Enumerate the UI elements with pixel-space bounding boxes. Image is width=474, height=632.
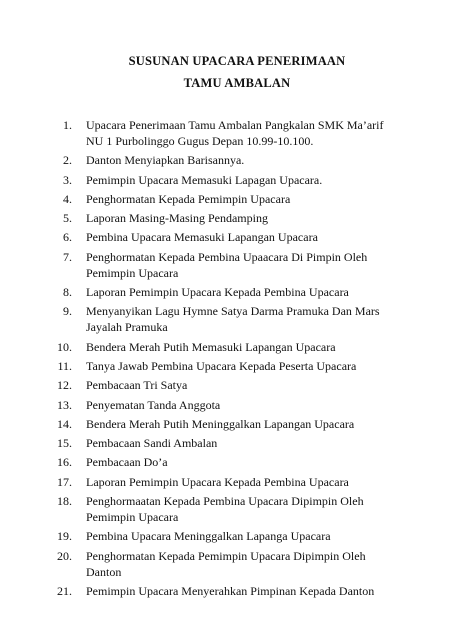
agenda-item-number: 1.: [63, 118, 72, 132]
agenda-item-line: Penghormatan Kepada Pembina Upaacara Di Pimpin Oleh: [86, 249, 368, 264]
agenda-item-text: [86, 454, 460, 470]
agenda-item: [50, 249, 460, 281]
agenda-item: [50, 358, 460, 374]
agenda-item-line: Pembina Upacara Meninggalkan Lapanga Upacara: [86, 529, 331, 544]
agenda-item-number: 4.: [63, 191, 72, 206]
agenda-item-number: 18.: [57, 494, 72, 509]
agenda-item-text: [86, 152, 460, 168]
agenda-item-line: Laporan Masing-Masing Pendamping: [86, 211, 268, 226]
agenda-item: [50, 303, 460, 335]
agenda-item-line: Pemimpin Upacara: [86, 265, 179, 280]
agenda-item: [50, 435, 460, 451]
agenda-item-text: [86, 528, 460, 544]
agenda-item: [50, 339, 460, 355]
agenda-item-line: Penghormatan Kepada Pemimpin Upacara Dipimpin Oleh: [86, 548, 366, 563]
agenda-item-number: 7.: [63, 249, 72, 264]
agenda-list: [50, 117, 460, 602]
agenda-item-text: [86, 397, 460, 413]
agenda-item-number: 11.: [57, 358, 72, 373]
agenda-item-text: [86, 377, 460, 393]
agenda-item: [50, 454, 460, 470]
agenda-item-number: 19.: [57, 529, 72, 544]
agenda-item: [50, 528, 460, 544]
agenda-item-text: [86, 210, 460, 226]
agenda-item-line: Pemimpin Upacara Menyerahkan Pimpinan Kepada Danton: [86, 583, 375, 598]
agenda-item: [50, 377, 460, 393]
agenda-item: [50, 474, 460, 490]
agenda-item-line: Laporan Pemimpin Upacara Kepada Pembina Upacara: [86, 285, 349, 300]
agenda-item-line: Jayalah Pramuka: [86, 320, 168, 335]
agenda-item-text: [86, 172, 460, 188]
agenda-item: [50, 210, 460, 226]
agenda-item-line: Menyanyikan Lagu Hymne Satya Darma Pramuka Dan Mars: [86, 304, 380, 319]
agenda-item-line: Tanya Jawab Pembina Upacara Kepada Peserta Upacara: [86, 358, 357, 373]
agenda-item-number: 5.: [63, 211, 72, 226]
agenda-item-line: Laporan Pemimpin Upacara Kepada Pembina Upacara: [86, 474, 349, 489]
agenda-item-number: 15.: [57, 436, 72, 451]
agenda-item-text: [86, 339, 460, 355]
agenda-item-text: [86, 548, 460, 580]
document-title-line-1: SUSUNAN UPACARA PENERIMAAN: [128, 54, 346, 68]
agenda-item-number: 10.: [57, 339, 72, 354]
agenda-item-text: [86, 117, 460, 149]
agenda-item-text: [86, 416, 460, 432]
agenda-item-line: Pemimpin Upacara: [86, 510, 179, 525]
agenda-item: [50, 493, 460, 525]
agenda-item-text: [86, 493, 460, 525]
agenda-item-line: Pembacaan Tri Satya: [86, 378, 188, 393]
agenda-item-line: Penyematan Tanda Anggota: [86, 397, 221, 412]
agenda-item-line: Pembacaan Do’a: [86, 455, 168, 470]
agenda-item-number: 17.: [57, 474, 72, 489]
agenda-item: [50, 191, 460, 207]
agenda-item-text: [86, 435, 460, 451]
agenda-item-text: [86, 474, 460, 490]
agenda-item-line: Bendera Merah Putih Meninggalkan Lapangan Upacara: [86, 416, 355, 431]
agenda-item: [50, 416, 460, 432]
agenda-item-number: 21.: [57, 583, 72, 598]
agenda-item-number: 13.: [57, 397, 72, 412]
agenda-item-number: 8.: [63, 285, 72, 300]
agenda-item-line: Pembina Upacara Memasuki Lapangan Upacara: [86, 230, 318, 245]
agenda-item-line: Penghormaatan Kepada Pembina Upacara Dipimpin Oleh: [86, 494, 364, 509]
agenda-item: [50, 172, 460, 188]
agenda-item-line: Pembacaan Sandi Ambalan: [86, 436, 218, 451]
agenda-item-line: Danton: [86, 564, 122, 579]
agenda-item-number: 6.: [63, 230, 72, 245]
agenda-item-line: Bendera Merah Putih Memasuki Lapangan Upacara: [86, 339, 336, 354]
agenda-item-line: Danton Menyiapkan Barisannya.: [86, 153, 245, 168]
agenda-item: [50, 284, 460, 300]
agenda-item-text: [86, 583, 460, 599]
agenda-item: [50, 548, 460, 580]
agenda-item-number: 12.: [57, 378, 72, 393]
agenda-item-number: 14.: [57, 416, 72, 431]
agenda-item-text: [86, 249, 460, 281]
agenda-item-text: [86, 191, 460, 207]
agenda-item-text: [86, 284, 460, 300]
document-title-line-2: TAMU AMBALAN: [183, 76, 291, 90]
agenda-item-number: 9.: [63, 304, 72, 319]
agenda-item-number: 2.: [63, 153, 72, 168]
agenda-item-line: NU 1 Purbolinggo Gugus Depan 10.99-10.100.: [86, 134, 314, 148]
agenda-item-line: Upacara Penerimaan Tamu Ambalan Pangkalan SMK Ma’arif: [86, 118, 384, 132]
agenda-item: [50, 229, 460, 245]
agenda-item-number: 16.: [57, 455, 72, 470]
agenda-item-line: Pemimpin Upacara Memasuki Lapagan Upacara.: [86, 172, 323, 187]
agenda-item: [50, 117, 460, 149]
agenda-item-number: 3.: [63, 172, 72, 187]
agenda-item-number: 20.: [57, 548, 72, 563]
agenda-item: [50, 152, 460, 168]
agenda-item: [50, 583, 460, 599]
agenda-item: [50, 397, 460, 413]
agenda-item-line: Penghormatan Kepada Pemimpin Upacara: [86, 191, 291, 206]
agenda-item-text: [86, 358, 460, 374]
agenda-item-text: [86, 303, 460, 335]
agenda-item-text: [86, 229, 460, 245]
